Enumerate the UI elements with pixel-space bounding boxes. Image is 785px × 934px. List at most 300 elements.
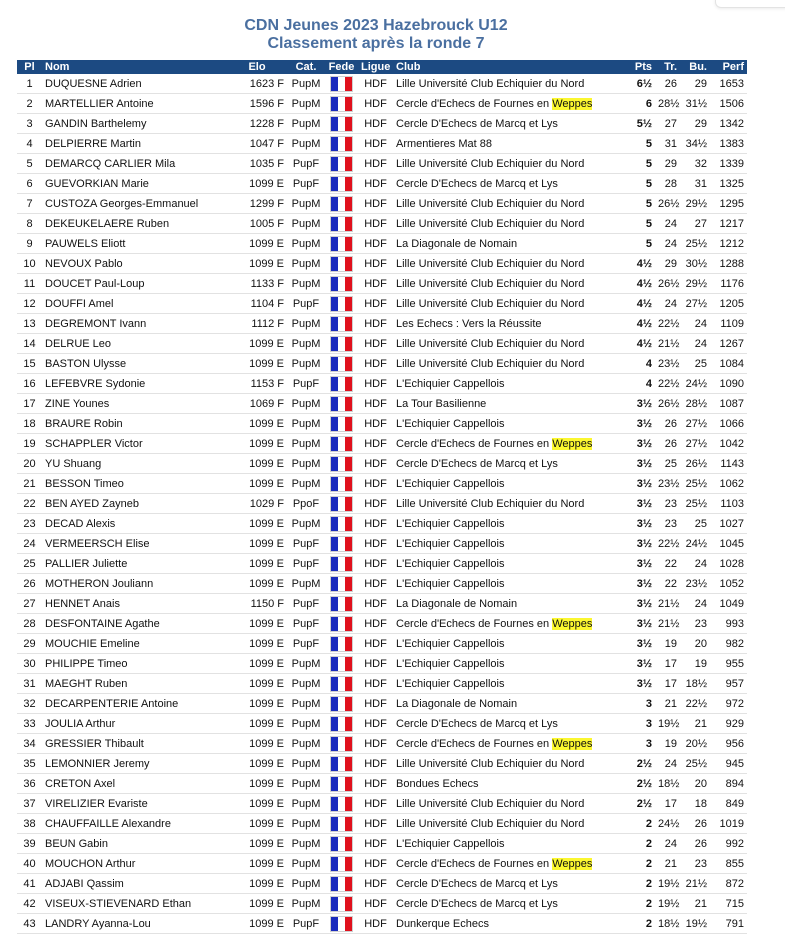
- club-name: L'Echiquier Cappellois: [396, 417, 505, 430]
- cell-pts: 2: [625, 814, 655, 834]
- cell-fede: [325, 794, 358, 814]
- cell-pl: 20: [17, 454, 42, 474]
- table-row: [17, 474, 747, 494]
- header-club[interactable]: Club: [393, 60, 625, 74]
- cell-name[interactable]: DECAD Alexis: [42, 514, 227, 534]
- france-flag-icon: [331, 757, 352, 771]
- club-name: La Diagonale de Nomain: [396, 237, 518, 250]
- france-flag-icon: [331, 117, 352, 131]
- cell-fede: [325, 754, 358, 774]
- cell-elo: 1099 E: [227, 834, 287, 854]
- table-row: [17, 174, 747, 194]
- table-row: [17, 754, 747, 774]
- france-flag-icon: [331, 777, 352, 791]
- table-row: [17, 694, 747, 714]
- cell-club: [393, 114, 625, 134]
- france-flag-icon: [331, 237, 352, 251]
- cell-ligue: HDF: [358, 334, 393, 354]
- cell-pts: 4: [625, 354, 655, 374]
- cell-name[interactable]: MOUCHON Arthur: [42, 854, 227, 874]
- cell-fede: [325, 354, 358, 374]
- cell-name[interactable]: MARTELLIER Antoine: [42, 94, 227, 114]
- france-flag-icon: [331, 677, 352, 691]
- cell-ligue: HDF: [358, 554, 393, 574]
- cell-name[interactable]: VERMEERSCH Elise: [42, 534, 227, 554]
- cell-ligue: HDF: [358, 414, 393, 434]
- header-perf[interactable]: Perf: [710, 60, 747, 74]
- cell-tr: 25: [655, 454, 680, 474]
- cell-club: [393, 654, 625, 674]
- cell-pl: 17: [17, 394, 42, 414]
- club-name: Lille Université Club Echiquier du Nord: [396, 77, 585, 90]
- cell-name[interactable]: LEFEBVRE Sydonie: [42, 374, 227, 394]
- cell-name[interactable]: DELPIERRE Martin: [42, 134, 227, 154]
- cell-name[interactable]: LEMONNIER Jeremy: [42, 754, 227, 774]
- france-flag-icon: [331, 337, 352, 351]
- cell-club: [393, 534, 625, 554]
- cell-bu: 26½: [680, 454, 710, 474]
- cell-fede: [325, 574, 358, 594]
- cell-name[interactable]: VISEUX-STIEVENARD Ethan: [42, 894, 227, 914]
- cell-tr: 22½: [655, 374, 680, 394]
- cell-name[interactable]: DECARPENTERIE Antoine: [42, 694, 227, 714]
- cell-cat: PupM: [287, 814, 325, 834]
- cell-name[interactable]: LANDRY Ayanna-Lou: [42, 914, 227, 934]
- cell-name[interactable]: DEMARCQ CARLIER Mila: [42, 154, 227, 174]
- cell-ligue: HDF: [358, 534, 393, 554]
- france-flag-icon: [331, 417, 352, 431]
- header-pts[interactable]: Pts: [625, 60, 655, 74]
- cell-cat: PupM: [287, 694, 325, 714]
- cell-pl: 23: [17, 514, 42, 534]
- cell-fede: [325, 394, 358, 414]
- header-nom[interactable]: Nom: [42, 60, 227, 74]
- cell-fede: [325, 814, 358, 834]
- cell-cat: PupF: [287, 914, 325, 934]
- cell-perf: 1084: [710, 354, 747, 374]
- cell-pl: 29: [17, 634, 42, 654]
- club-name: Les Echecs : Vers la Réussite: [396, 317, 542, 330]
- cell-bu: 23: [680, 614, 710, 634]
- cell-elo: 1099 E: [227, 774, 287, 794]
- header-elo[interactable]: Elo: [227, 60, 287, 74]
- club-name: Lille Université Club Echiquier du Nord: [396, 757, 585, 770]
- cell-cat: PupM: [287, 714, 325, 734]
- cell-club: [393, 174, 625, 194]
- cell-fede: [325, 494, 358, 514]
- france-flag-icon: [331, 697, 352, 711]
- table-row: [17, 834, 747, 854]
- header-pl[interactable]: Pl: [17, 60, 42, 74]
- cell-name[interactable]: SCHAPPLER Victor: [42, 434, 227, 454]
- cell-perf: 1383: [710, 134, 747, 154]
- cell-bu: 18½: [680, 674, 710, 694]
- cell-elo: 1099 E: [227, 614, 287, 634]
- cell-name[interactable]: MOTHERON Jouliann: [42, 574, 227, 594]
- cell-club: [393, 894, 625, 914]
- cell-perf: 1339: [710, 154, 747, 174]
- club-name: Bondues Echecs: [396, 777, 479, 790]
- cell-perf: 1027: [710, 514, 747, 534]
- cell-pts: 4½: [625, 334, 655, 354]
- cell-name[interactable]: DESFONTAINE Agathe: [42, 614, 227, 634]
- header-fede[interactable]: Fede: [325, 60, 358, 74]
- cell-pts: 2: [625, 914, 655, 934]
- cell-bu: 26: [680, 814, 710, 834]
- cell-club: [393, 334, 625, 354]
- cell-pts: 6: [625, 94, 655, 114]
- table-row: [17, 814, 747, 834]
- cell-pl: 26: [17, 574, 42, 594]
- cell-ligue: HDF: [358, 894, 393, 914]
- cell-pl: 40: [17, 854, 42, 874]
- cell-pts: 4½: [625, 254, 655, 274]
- cell-fede: [325, 554, 358, 574]
- cell-tr: 19: [655, 734, 680, 754]
- page-title: [0, 17, 752, 53]
- cell-name[interactable]: BASTON Ulysse: [42, 354, 227, 374]
- cell-ligue: HDF: [358, 834, 393, 854]
- cell-name[interactable]: DELRUE Leo: [42, 334, 227, 354]
- cell-pl: 18: [17, 414, 42, 434]
- club-name-highlight: Weppes: [552, 97, 593, 110]
- france-flag-icon: [331, 497, 352, 511]
- table-row: [17, 434, 747, 454]
- cell-ligue: HDF: [358, 214, 393, 234]
- table-row: [17, 574, 747, 594]
- club-name: Lille Université Club Echiquier du Nord: [396, 157, 585, 170]
- cell-pl: 5: [17, 154, 42, 174]
- cell-name[interactable]: DEGREMONT Ivann: [42, 314, 227, 334]
- france-flag-icon: [331, 297, 352, 311]
- cell-ligue: HDF: [358, 734, 393, 754]
- cell-club: [393, 94, 625, 114]
- cell-fede: [325, 214, 358, 234]
- cell-pl: 43: [17, 914, 42, 934]
- cell-pl: 10: [17, 254, 42, 274]
- cell-elo: 1099 E: [227, 734, 287, 754]
- club-name: Dunkerque Echecs: [396, 917, 489, 930]
- cell-fede: [325, 414, 358, 434]
- club-name-highlight: Weppes: [552, 857, 593, 870]
- table-row: [17, 634, 747, 654]
- cell-name[interactable]: BEUN Gabin: [42, 834, 227, 854]
- cell-bu: 34½: [680, 134, 710, 154]
- cell-name[interactable]: ADJABI Qassim: [42, 874, 227, 894]
- cell-bu: 30½: [680, 254, 710, 274]
- france-flag-icon: [331, 657, 352, 671]
- cell-pts: 3½: [625, 654, 655, 674]
- cell-pts: 5½: [625, 114, 655, 134]
- cell-elo: 1099 E: [227, 794, 287, 814]
- france-flag-icon: [331, 897, 352, 911]
- cell-name[interactable]: DOUCET Paul-Loup: [42, 274, 227, 294]
- cell-tr: 29: [655, 254, 680, 274]
- cell-cat: PupF: [287, 554, 325, 574]
- cell-elo: 1596 F: [227, 94, 287, 114]
- cell-name[interactable]: GANDIN Barthelemy: [42, 114, 227, 134]
- club-name: L'Echiquier Cappellois: [396, 517, 505, 530]
- cell-bu: 25½: [680, 494, 710, 514]
- header-bu[interactable]: Bu.: [680, 60, 710, 74]
- cell-fede: [325, 734, 358, 754]
- france-flag-icon: [331, 317, 352, 331]
- cell-fede: [325, 854, 358, 874]
- cell-pts: 3½: [625, 514, 655, 534]
- france-flag-icon: [331, 717, 352, 731]
- cell-cat: PupF: [287, 534, 325, 554]
- club-name: Cercle D'Echecs de Marcq et Lys: [396, 457, 558, 470]
- cell-name[interactable]: BEN AYED Zayneb: [42, 494, 227, 514]
- cell-pts: 2½: [625, 794, 655, 814]
- cell-ligue: HDF: [358, 794, 393, 814]
- cell-tr: 24: [655, 294, 680, 314]
- cell-name[interactable]: HENNET Anais: [42, 594, 227, 614]
- table-row: [17, 274, 747, 294]
- france-flag-icon: [331, 597, 352, 611]
- cell-cat: PupM: [287, 654, 325, 674]
- france-flag-icon: [331, 557, 352, 571]
- cell-name[interactable]: DUQUESNE Adrien: [42, 74, 227, 94]
- cell-ligue: HDF: [358, 434, 393, 454]
- cell-bu: 25: [680, 514, 710, 534]
- cell-name[interactable]: MOUCHIE Emeline: [42, 634, 227, 654]
- cell-bu: 20½: [680, 734, 710, 754]
- cell-name[interactable]: CRETON Axel: [42, 774, 227, 794]
- cell-fede: [325, 454, 358, 474]
- header-cat[interactable]: Cat.: [287, 60, 325, 74]
- cell-name[interactable]: MAEGHT Ruben: [42, 674, 227, 694]
- cell-club: [393, 574, 625, 594]
- cell-tr: 26: [655, 414, 680, 434]
- cell-bu: 24: [680, 594, 710, 614]
- cell-ligue: HDF: [358, 294, 393, 314]
- cell-pts: 3½: [625, 434, 655, 454]
- cell-pl: 6: [17, 174, 42, 194]
- table-header-row: [17, 60, 747, 74]
- cell-elo: 1099 E: [227, 694, 287, 714]
- cell-elo: 1099 E: [227, 574, 287, 594]
- cell-perf: 894: [710, 774, 747, 794]
- france-flag-icon: [331, 197, 352, 211]
- table-row: [17, 334, 747, 354]
- club-name: Lille Université Club Echiquier du Nord: [396, 357, 585, 370]
- cell-pl: 25: [17, 554, 42, 574]
- cell-ligue: HDF: [358, 614, 393, 634]
- cell-elo: 1099 E: [227, 254, 287, 274]
- cell-elo: 1104 F: [227, 294, 287, 314]
- cell-name[interactable]: BESSON Timeo: [42, 474, 227, 494]
- cell-club: [393, 374, 625, 394]
- cell-ligue: HDF: [358, 194, 393, 214]
- club-name: L'Echiquier Cappellois: [396, 537, 505, 550]
- cell-club: [393, 494, 625, 514]
- cell-pl: 36: [17, 774, 42, 794]
- cell-bu: 18: [680, 794, 710, 814]
- cell-pl: 14: [17, 334, 42, 354]
- table-row: [17, 614, 747, 634]
- cell-elo: 1099 E: [227, 674, 287, 694]
- cell-name[interactable]: DEKEUKELAERE Ruben: [42, 214, 227, 234]
- cell-perf: 929: [710, 714, 747, 734]
- cell-club: [393, 874, 625, 894]
- club-name: Cercle D'Echecs de Marcq et Lys: [396, 177, 558, 190]
- cell-cat: PupM: [287, 74, 325, 94]
- cell-fede: [325, 714, 358, 734]
- cell-elo: 1099 E: [227, 854, 287, 874]
- table-row: [17, 554, 747, 574]
- cell-name[interactable]: YU Shuang: [42, 454, 227, 474]
- cell-name[interactable]: CHAUFFAILLE Alexandre: [42, 814, 227, 834]
- cell-club: [393, 514, 625, 534]
- cell-perf: 1087: [710, 394, 747, 414]
- club-name: Cercle d'Echecs de Fournes en: [396, 437, 553, 450]
- france-flag-icon: [331, 797, 352, 811]
- cell-club: [393, 554, 625, 574]
- cell-perf: 972: [710, 694, 747, 714]
- cell-pts: 3½: [625, 534, 655, 554]
- cell-pts: 5: [625, 234, 655, 254]
- cell-pts: 3½: [625, 594, 655, 614]
- cell-tr: 24½: [655, 814, 680, 834]
- cell-pl: 13: [17, 314, 42, 334]
- cell-bu: 22½: [680, 694, 710, 714]
- cell-elo: 1099 E: [227, 514, 287, 534]
- cell-ligue: HDF: [358, 94, 393, 114]
- cell-name[interactable]: PALLIER Juliette: [42, 554, 227, 574]
- cell-club: [393, 914, 625, 934]
- cell-elo: 1099 E: [227, 354, 287, 374]
- cell-club: [393, 454, 625, 474]
- cell-bu: 24: [680, 334, 710, 354]
- cell-club: [393, 254, 625, 274]
- cell-name[interactable]: ZINE Younes: [42, 394, 227, 414]
- cell-pts: 3½: [625, 494, 655, 514]
- france-flag-icon: [331, 457, 352, 471]
- cell-ligue: HDF: [358, 854, 393, 874]
- cell-name[interactable]: NEVOUX Pablo: [42, 254, 227, 274]
- header-ligue[interactable]: Ligue: [358, 60, 393, 74]
- cell-club: [393, 594, 625, 614]
- cell-name[interactable]: PHILIPPE Timeo: [42, 654, 227, 674]
- club-name: Lille Université Club Echiquier du Nord: [396, 797, 585, 810]
- cell-name[interactable]: BRAURE Robin: [42, 414, 227, 434]
- cell-bu: 19: [680, 654, 710, 674]
- cell-perf: 1506: [710, 94, 747, 114]
- cell-fede: [325, 374, 358, 394]
- cell-cat: PupM: [287, 194, 325, 214]
- cell-cat: PupM: [287, 874, 325, 894]
- cell-name[interactable]: DOUFFI Amel: [42, 294, 227, 314]
- france-flag-icon: [331, 877, 352, 891]
- cell-perf: 982: [710, 634, 747, 654]
- france-flag-icon: [331, 217, 352, 231]
- cell-ligue: HDF: [358, 774, 393, 794]
- cell-ligue: HDF: [358, 74, 393, 94]
- cell-tr: 26½: [655, 394, 680, 414]
- cell-perf: 1019: [710, 814, 747, 834]
- cell-elo: 1099 E: [227, 814, 287, 834]
- cell-pts: 5: [625, 154, 655, 174]
- cell-fede: [325, 514, 358, 534]
- header-tr[interactable]: Tr.: [655, 60, 680, 74]
- cell-tr: 22½: [655, 314, 680, 334]
- cell-pts: 2½: [625, 754, 655, 774]
- cell-bu: 25½: [680, 754, 710, 774]
- cell-tr: 26: [655, 434, 680, 454]
- cell-perf: 993: [710, 614, 747, 634]
- cell-perf: 1090: [710, 374, 747, 394]
- cell-bu: 21½: [680, 874, 710, 894]
- cell-fede: [325, 534, 358, 554]
- cell-cat: PupM: [287, 774, 325, 794]
- standings-body: [17, 74, 747, 934]
- cell-pts: 3½: [625, 394, 655, 414]
- club-name: L'Echiquier Cappellois: [396, 577, 505, 590]
- cell-tr: 22½: [655, 534, 680, 554]
- cell-cat: PupF: [287, 294, 325, 314]
- cell-pl: 38: [17, 814, 42, 834]
- cell-club: [393, 274, 625, 294]
- cell-ligue: HDF: [358, 594, 393, 614]
- cell-name[interactable]: JOULIA Arthur: [42, 714, 227, 734]
- cell-name[interactable]: PAUWELS Eliott: [42, 234, 227, 254]
- cell-name[interactable]: GRESSIER Thibault: [42, 734, 227, 754]
- cell-bu: 27½: [680, 434, 710, 454]
- cell-elo: 1099 E: [227, 914, 287, 934]
- club-name: Lille Université Club Echiquier du Nord: [396, 197, 585, 210]
- cell-name[interactable]: CUSTOZA Georges-Emmanuel: [42, 194, 227, 214]
- club-name: L'Echiquier Cappellois: [396, 377, 505, 390]
- cell-elo: 1005 F: [227, 214, 287, 234]
- cell-club: [393, 614, 625, 634]
- cell-ligue: HDF: [358, 274, 393, 294]
- cell-perf: 1028: [710, 554, 747, 574]
- cell-bu: 26: [680, 834, 710, 854]
- cell-pl: 22: [17, 494, 42, 514]
- cell-fede: [325, 334, 358, 354]
- cell-cat: PupF: [287, 594, 325, 614]
- table-row: [17, 594, 747, 614]
- cell-pts: 3: [625, 714, 655, 734]
- cell-name[interactable]: GUEVORKIAN Marie: [42, 174, 227, 194]
- table-row: [17, 254, 747, 274]
- corner-tab: [715, 0, 785, 8]
- cell-ligue: HDF: [358, 814, 393, 834]
- cell-bu: 29½: [680, 194, 710, 214]
- cell-fede: [325, 134, 358, 154]
- club-name: L'Echiquier Cappellois: [396, 677, 505, 690]
- cell-club: [393, 294, 625, 314]
- table-row: [17, 154, 747, 174]
- cell-bu: 25: [680, 354, 710, 374]
- cell-perf: 1049: [710, 594, 747, 614]
- club-name-highlight: Weppes: [552, 617, 593, 630]
- cell-bu: 25½: [680, 234, 710, 254]
- table-row: [17, 294, 747, 314]
- cell-perf: 872: [710, 874, 747, 894]
- cell-cat: PupM: [287, 794, 325, 814]
- table-row: [17, 734, 747, 754]
- cell-elo: 1035 F: [227, 154, 287, 174]
- cell-tr: 23: [655, 494, 680, 514]
- cell-pts: 4: [625, 374, 655, 394]
- cell-pl: 3: [17, 114, 42, 134]
- cell-name[interactable]: VIRELIZIER Evariste: [42, 794, 227, 814]
- cell-cat: PupM: [287, 674, 325, 694]
- cell-ligue: HDF: [358, 174, 393, 194]
- cell-tr: 22: [655, 554, 680, 574]
